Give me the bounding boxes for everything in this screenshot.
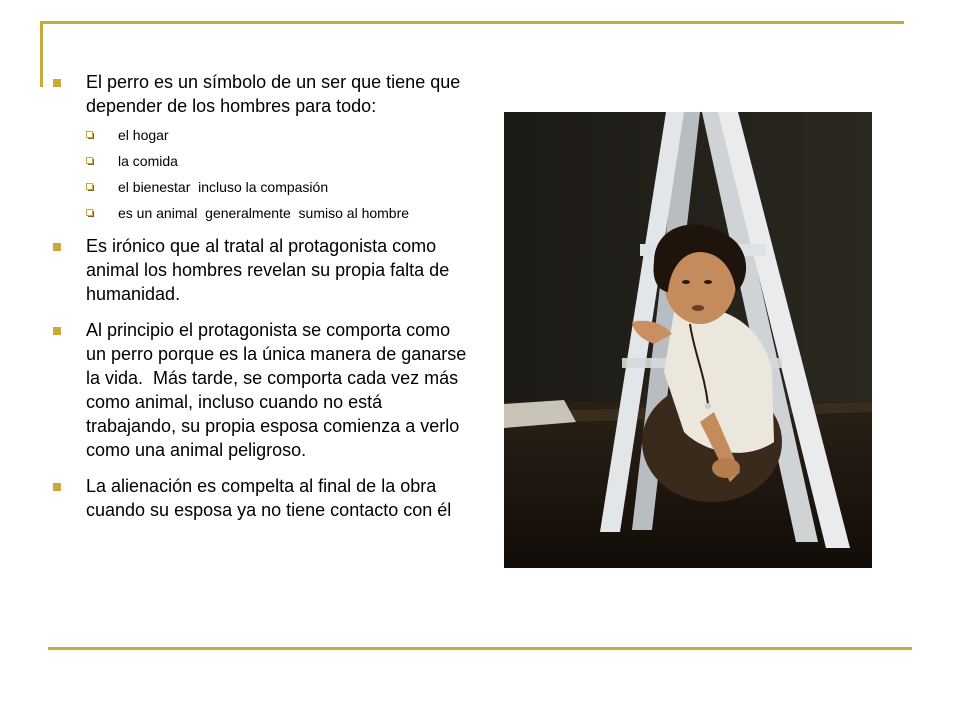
- bullet-list: [50, 70, 470, 534]
- photo-illustration: [504, 112, 872, 568]
- square-bullet-icon: [53, 483, 61, 491]
- sub-bullet-item: [86, 178, 470, 196]
- bullet-text: La alienación es compelta al final de la obra cuando su esposa ya no tiene contacto con él: [86, 476, 452, 520]
- square-bullet-icon: [53, 79, 61, 87]
- hollow-square-bullet-icon: [86, 183, 94, 191]
- bullet-text: Es irónico que al tratal al protagonista como animal los hombres revelan su propia falta de humanidad.: [86, 236, 450, 304]
- bottom-rule: [48, 647, 912, 650]
- sub-bullet-text: la comida: [118, 153, 178, 169]
- square-bullet-icon: [53, 327, 61, 335]
- sub-bullet-list: [86, 126, 470, 222]
- stage-photo: [504, 112, 872, 568]
- bullet-text: Al principio el protagonista se comporta como un perro porque es la única manera de ganarse la vida. Más tarde, se comporta cada vez más como animal, incluso cuando no está trabajando, su propia esposa comienza a verlo como una animal peligroso.: [86, 320, 472, 460]
- hollow-square-bullet-icon: [86, 209, 94, 217]
- hollow-square-bullet-icon: [86, 131, 94, 139]
- top-rule: [40, 21, 904, 24]
- sub-bullet-item: [86, 126, 470, 144]
- sub-bullet-item: [86, 152, 470, 170]
- sub-bullet-text: el hogar: [118, 127, 169, 143]
- bullet-item: [50, 318, 470, 462]
- bullet-item: [50, 474, 470, 522]
- hollow-square-bullet-icon: [86, 157, 94, 165]
- sub-bullet-item: [86, 204, 470, 222]
- bullet-text: El perro es un símbolo de un ser que tiene que depender de los hombres para todo:: [86, 72, 461, 116]
- sub-bullet-text: es un animal generalmente sumiso al hombre: [118, 205, 410, 221]
- bullet-item: [50, 70, 470, 222]
- square-bullet-icon: [53, 243, 61, 251]
- sub-bullet-text: el bienestar incluso la compasión: [118, 179, 329, 195]
- bullet-item: [50, 234, 470, 306]
- left-rule: [40, 21, 43, 87]
